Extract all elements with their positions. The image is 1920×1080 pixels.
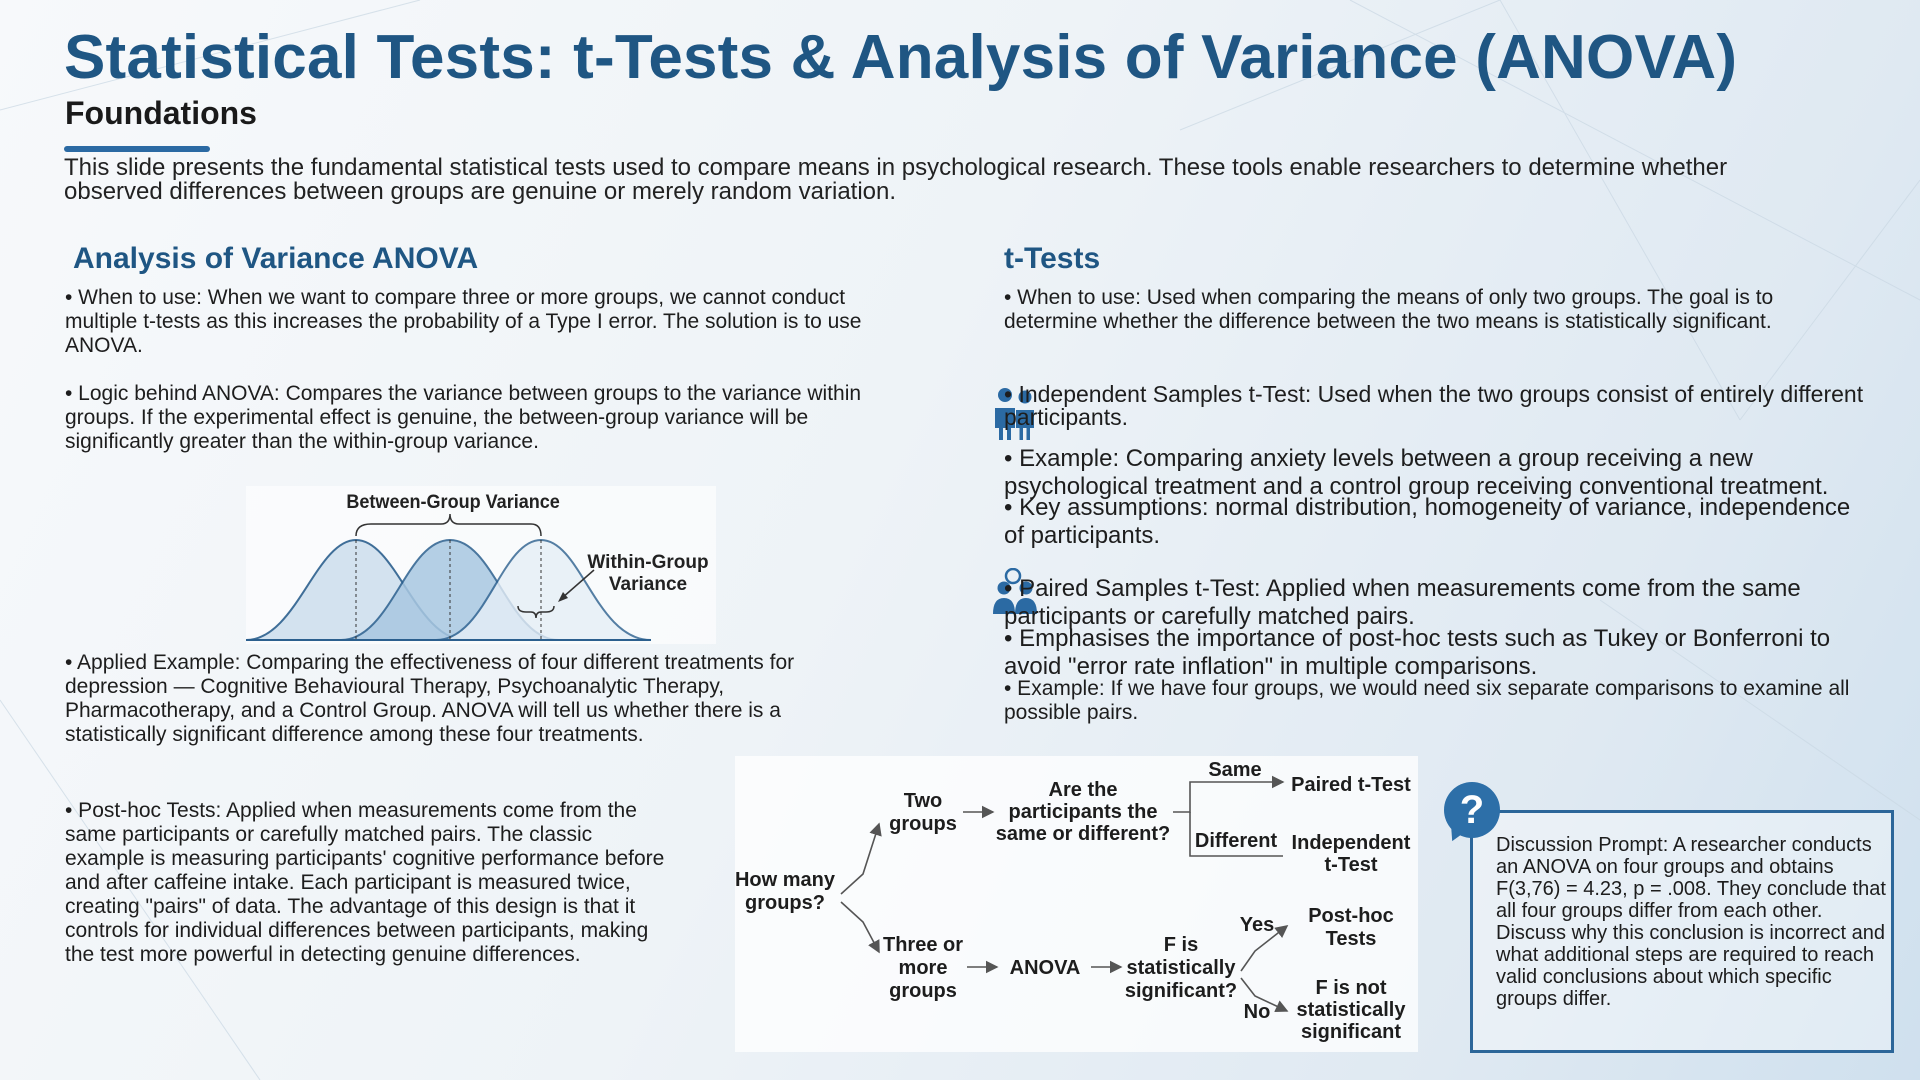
question-mark-icon: ? bbox=[1444, 782, 1500, 838]
node-how-many-1: How many bbox=[735, 869, 836, 891]
node-three-groups-1: Three or bbox=[882, 934, 964, 956]
test-selection-flowchart bbox=[735, 756, 1418, 1052]
node-paired-ttest: Paired t-Test bbox=[1291, 774, 1411, 796]
intro-paragraph: This slide presents the fundamental statistical tests used to compare means in psychological research. These tools enable researchers to determine whether observed differences between groups are genuine or merely random variation. bbox=[64, 154, 1728, 205]
ttests-emphasis: • Emphasises the importance of post-hoc tests such as Tukey or Bonferroni to avoid "error rate inflation" in multiple comparisons. bbox=[1004, 625, 1831, 680]
ttests-heading: t-Tests bbox=[1004, 242, 1101, 275]
node-same-question-2: participants the bbox=[1008, 801, 1158, 823]
node-two-groups-2: groups bbox=[889, 813, 957, 835]
ttests-when-to-use: • When to use: Used when comparing the means of only two groups. The goal is to determine whether the difference between the two means is statistically significant. bbox=[1004, 286, 1774, 333]
node-posthoc-1: Post-hoc bbox=[1308, 905, 1394, 927]
between-group-label: Between-Group Variance bbox=[346, 490, 560, 513]
within-group-label-1: Within-Group bbox=[587, 552, 709, 573]
node-significant-1: F is bbox=[1163, 934, 1199, 956]
ttests-independent: • Independent Samples t-Test: Used when the two groups consist of entirely different participants. bbox=[1004, 381, 1864, 430]
variance-diagram bbox=[246, 486, 716, 644]
node-three-groups-3: groups bbox=[889, 980, 957, 1002]
edge-label-same: Same bbox=[1208, 759, 1262, 781]
ttests-example: • Example: Comparing anxiety levels between a group receiving a new psychological treatment and a control group receiving conventional treatment. bbox=[1004, 445, 1829, 500]
node-same-question-1: Are the bbox=[1048, 779, 1118, 801]
node-two-groups-1: Two bbox=[903, 790, 943, 812]
node-three-groups-2: more bbox=[898, 957, 948, 979]
ttests-assumptions: • Key assumptions: normal distribution, homogeneity of variance, independence of participants. bbox=[1004, 494, 1851, 549]
anova-applied-example: • Applied Example: Comparing the effectiveness of four different treatments for depression — Cognitive Behavioural Therapy, Psychoanalytic Therapy, Pharmacotherapy, and a Control Group. ANOVA will tell us whether there is a statistically significant difference among these four treatments. bbox=[65, 651, 795, 746]
anova-post-hoc: • Post-hoc Tests: Applied when measurements come from the same participants or carefully matched pairs. The classic example is measuring participants' cognitive performance before and after caffeine intake. Each participant is measured twice, creating "pairs" of data. The advantage of this design is that it controls for individual differences between participants, making the test more powerful in detecting genuine differences. bbox=[65, 799, 665, 966]
anova-logic: • Logic behind ANOVA: Compares the variance between groups to the variance within groups. If the experimental effect is genuine, the between-group variance will be significantly greater than the within-group variance. bbox=[65, 382, 862, 453]
node-significant-3: significant? bbox=[1124, 980, 1238, 1002]
node-independent-ttest-1: Independent bbox=[1291, 832, 1411, 854]
node-not-significant-1: F is not bbox=[1315, 977, 1387, 999]
discussion-prompt: Discussion Prompt: A researcher conducts an ANOVA on four groups and obtains F(3,76) = 4.23, p = .008. They conclude that all four groups differ from each other. Discuss why this conclusion is incorrect and what additional steps are required to reach valid conclusions about which specific groups differ. bbox=[1496, 834, 1886, 1010]
title-underline bbox=[64, 146, 210, 152]
anova-heading: Analysis of Variance ANOVA bbox=[73, 242, 479, 275]
within-group-label-2: Variance bbox=[608, 574, 688, 595]
between-group-brace bbox=[356, 514, 541, 536]
node-not-significant-2: statistically bbox=[1296, 999, 1406, 1021]
node-significant-2: statistically bbox=[1126, 957, 1236, 979]
ttests-four-groups: • Example: If we have four groups, we would need six separate comparisons to examine all possible pairs. bbox=[1004, 677, 1850, 724]
edge-label-yes: Yes bbox=[1239, 914, 1275, 936]
ttests-paired: • Paired Samples t-Test: Applied when measurements come from the same participants or carefully matched pairs. bbox=[1004, 575, 1801, 630]
node-same-question-3: same or different? bbox=[995, 823, 1171, 845]
edge-label-no: No bbox=[1243, 1001, 1271, 1023]
node-not-significant-3: significant bbox=[1300, 1021, 1402, 1043]
node-anova: ANOVA bbox=[1009, 957, 1081, 979]
node-independent-ttest-2: t-Test bbox=[1324, 854, 1378, 876]
node-how-many-2: groups? bbox=[745, 892, 825, 914]
slide-title: Statistical Tests: t-Tests & Analysis of Variance (ANOVA) bbox=[64, 23, 1738, 92]
slide-subtitle: Foundations bbox=[65, 95, 257, 131]
node-posthoc-2: Tests bbox=[1325, 928, 1377, 950]
edge-label-different: Different bbox=[1194, 830, 1278, 852]
anova-when-to-use: • When to use: When we want to compare three or more groups, we cannot conduct multiple t-tests as this increases the probability of a Type I error. The solution is to use ANOVA. bbox=[65, 286, 862, 357]
